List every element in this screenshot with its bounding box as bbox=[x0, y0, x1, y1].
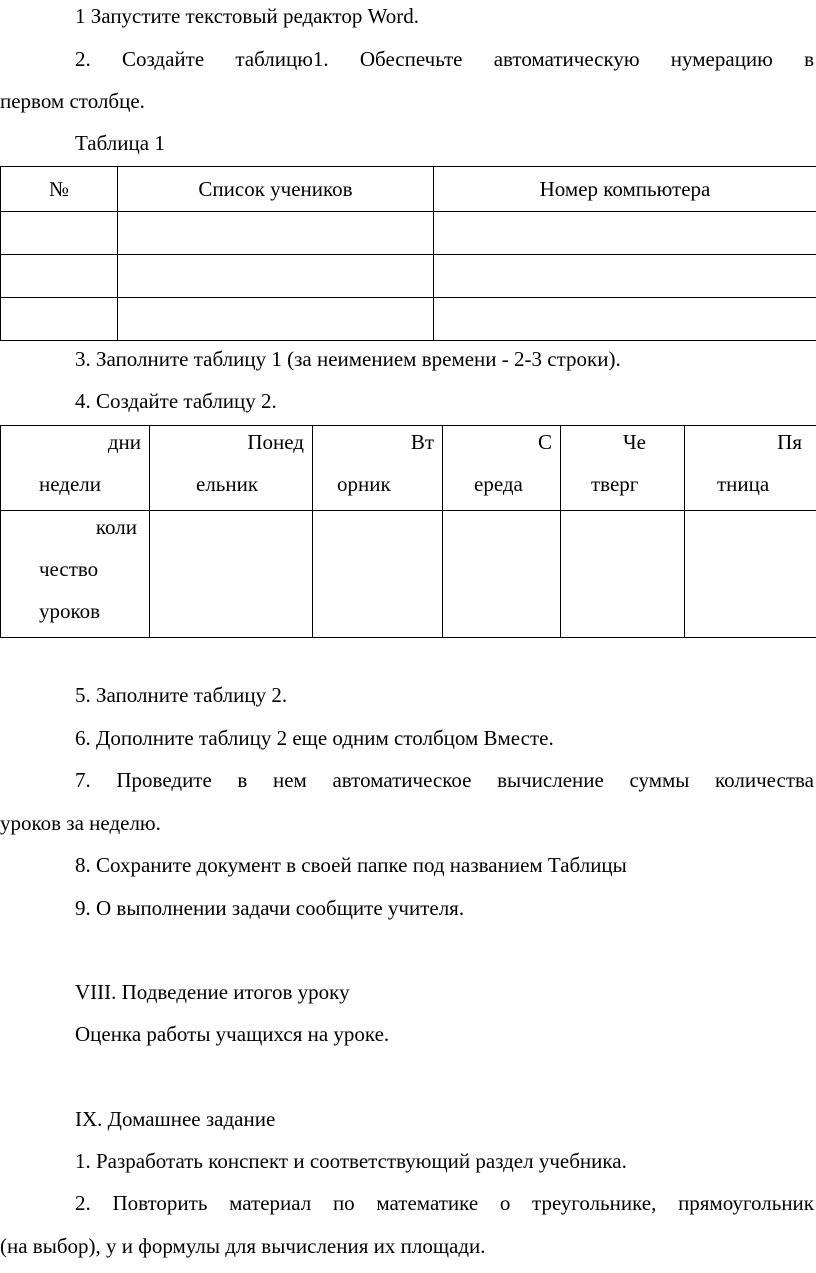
table-2-header-days bbox=[1, 426, 150, 511]
cell-text-top: дни bbox=[107, 430, 141, 454]
step-8: 8. Сохраните документ в своей папке под названием Таблицы bbox=[75, 853, 627, 877]
table-2-lessons-row bbox=[1, 511, 816, 638]
table-1 bbox=[0, 166, 816, 341]
table-1-header-row bbox=[1, 167, 816, 212]
table-2-header-row bbox=[1, 426, 816, 511]
row-label-line-1: коли bbox=[95, 515, 137, 539]
table-cell[interactable] bbox=[1, 298, 118, 341]
table-row bbox=[1, 212, 816, 255]
cell-text-bottom: орник bbox=[337, 472, 391, 496]
table-2-row-label bbox=[1, 511, 150, 638]
table-cell[interactable] bbox=[118, 298, 434, 341]
section-8-title: VIII. Подведение итогов уроку bbox=[75, 980, 350, 1004]
row-label-line-2: чество bbox=[39, 557, 99, 581]
table-cell[interactable] bbox=[685, 511, 816, 638]
homework-item-2-line-2: (на выбор), у и формулы для вычисления их площади. bbox=[0, 1234, 486, 1258]
table-2 bbox=[0, 425, 816, 638]
step-3: 3. Заполните таблицу 1 (за неимением времени - 2-3 строки). bbox=[75, 347, 621, 371]
cell-text-top: Понед bbox=[247, 430, 304, 454]
table-cell[interactable] bbox=[150, 511, 313, 638]
cell-text-bottom: ереда bbox=[474, 472, 523, 496]
table-row bbox=[1, 255, 816, 298]
table-2-header-friday bbox=[685, 426, 816, 511]
cell-text-top: Пя bbox=[777, 430, 802, 454]
table-cell[interactable] bbox=[561, 511, 685, 638]
table-1-header-students: Список учеников bbox=[118, 167, 434, 212]
step-4: 4. Создайте таблицу 2. bbox=[75, 389, 277, 413]
cell-text-bottom: ельник bbox=[196, 472, 259, 496]
table-2-header-wednesday bbox=[443, 426, 561, 511]
table-2-header-monday bbox=[150, 426, 313, 511]
homework-item-2-line-1: 2. Повторить материал по математике о треугольнике, прямоугольник bbox=[75, 1191, 814, 1215]
table-row bbox=[1, 298, 816, 341]
table-cell[interactable] bbox=[1, 255, 118, 298]
table-cell[interactable] bbox=[118, 212, 434, 255]
table-cell[interactable] bbox=[118, 255, 434, 298]
table-2-header-tuesday bbox=[313, 426, 443, 511]
step-1: 1 Запустите текстовый редактор Word. bbox=[75, 4, 419, 28]
section-8-text: Оценка работы учащихся на уроке. bbox=[75, 1022, 390, 1046]
cell-text-top: Че bbox=[623, 430, 646, 454]
step-5: 5. Заполните таблицу 2. bbox=[75, 683, 288, 707]
step-6: 6. Дополните таблицу 2 еще одним столбцом Вместе. bbox=[75, 726, 554, 750]
cell-text-bottom: недели bbox=[39, 472, 102, 496]
table-2-header-thursday bbox=[561, 426, 685, 511]
homework-item-1: 1. Разработать конспект и соответствующий раздел учебника. bbox=[75, 1149, 627, 1173]
cell-text-top: С bbox=[537, 430, 552, 454]
table-1-header-number: № bbox=[1, 167, 118, 212]
cell-text-bottom: тверг bbox=[591, 472, 639, 496]
table-1-header-computer: Номер компьютера bbox=[434, 167, 816, 212]
table-cell[interactable] bbox=[1, 212, 118, 255]
table1-caption: Таблица 1 bbox=[75, 131, 165, 155]
section-9-title: IX. Домашнее задание bbox=[75, 1107, 276, 1131]
step-7-line-1: 7. Проведите в нем автоматическое вычисление суммы количества bbox=[75, 768, 814, 792]
table-cell[interactable] bbox=[443, 511, 561, 638]
step-2-line-1: 2. Создайте таблицю1. Обеспечьте автоматическую нумерацию в bbox=[75, 47, 814, 71]
cell-text-top: Вт bbox=[410, 430, 434, 454]
table-cell[interactable] bbox=[434, 212, 816, 255]
table-cell[interactable] bbox=[313, 511, 443, 638]
step-9: 9. О выполнении задачи сообщите учителя. bbox=[75, 896, 465, 920]
step-7-line-2: уроков за неделю. bbox=[0, 811, 161, 835]
step-2-line-2: первом столбце. bbox=[0, 89, 145, 113]
table-cell[interactable] bbox=[434, 298, 816, 341]
row-label-line-3: уроков bbox=[39, 599, 101, 623]
table-cell[interactable] bbox=[434, 255, 816, 298]
cell-text-bottom: тница bbox=[717, 472, 770, 496]
